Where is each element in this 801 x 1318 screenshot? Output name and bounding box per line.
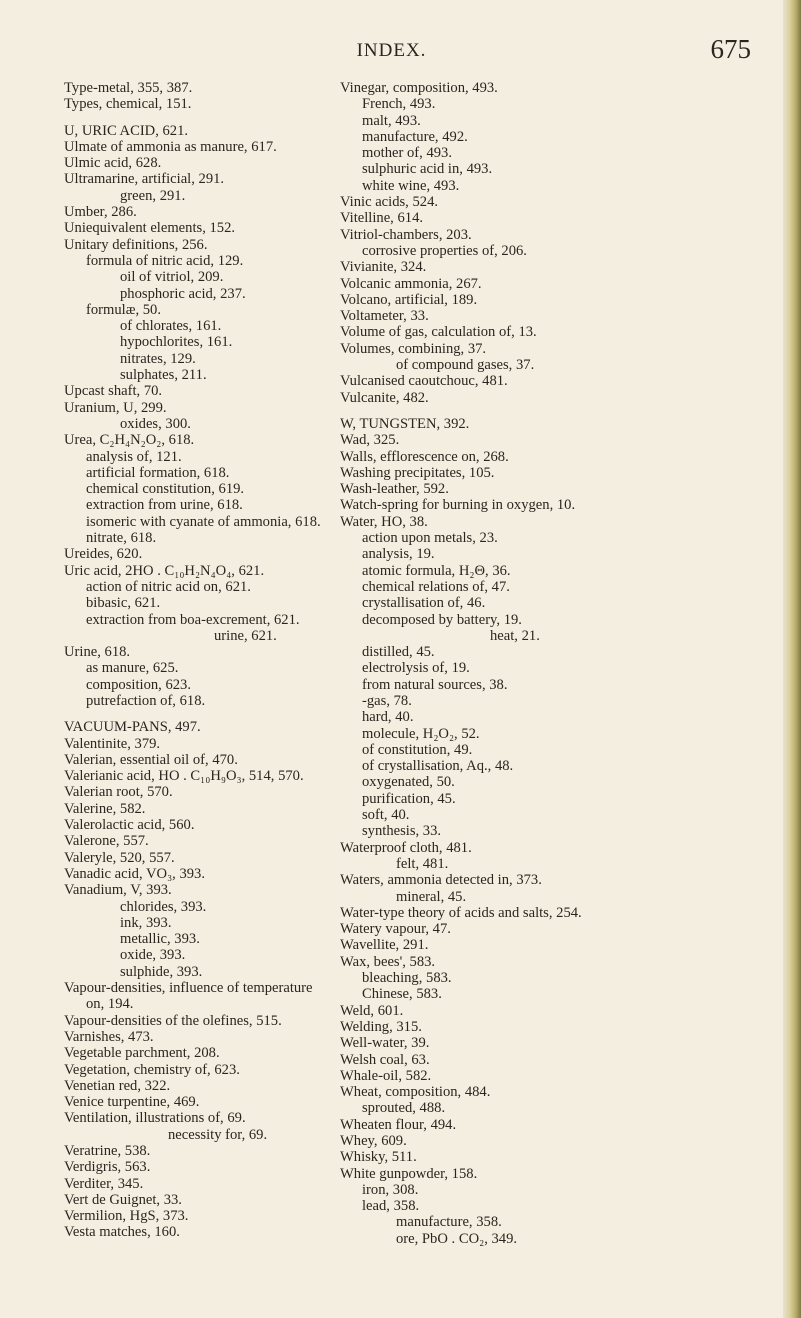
index-subentry: formula of nitric acid, 129. bbox=[86, 252, 244, 269]
index-entry: Weld, 601. bbox=[340, 1002, 404, 1019]
index-entry: Uranium, U, 299. bbox=[64, 399, 167, 416]
index-entry: Volcanic ammonia, 267. bbox=[340, 275, 482, 292]
index-entry: Valentinite, 379. bbox=[64, 735, 161, 752]
index-subentry: necessity for, 69. bbox=[168, 1126, 268, 1143]
index-subentry: composition, 623. bbox=[86, 676, 191, 693]
index-subentry: white wine, 493. bbox=[362, 177, 460, 194]
index-subentry: ink, 393. bbox=[120, 914, 172, 931]
index-subentry: green, 291. bbox=[120, 187, 186, 204]
index-subentry: isomeric with cyanate of ammonia, 618. bbox=[86, 513, 321, 530]
index-entry: Valerian, essential oil of, 470. bbox=[64, 751, 238, 768]
index-entry: Watery vapour, 47. bbox=[340, 921, 451, 938]
index-entry: Valeryle, 520, 557. bbox=[64, 849, 175, 866]
page-header bbox=[0, 34, 783, 68]
index-subentry: distilled, 45. bbox=[362, 644, 435, 661]
index-subentry: of constitution, 49. bbox=[362, 741, 473, 758]
index-subentry: heat, 21. bbox=[490, 627, 540, 644]
index-entry: Vermilion, HgS, 373. bbox=[64, 1208, 189, 1225]
index-entry: Vapour-densities of the olefines, 515. bbox=[64, 1012, 282, 1029]
section-gap bbox=[64, 709, 354, 719]
index-entry: Whey, 609. bbox=[340, 1133, 407, 1149]
index-entry: Waters, ammonia detected in, 373. bbox=[340, 872, 542, 889]
index-subentry: manufacture, 492. bbox=[362, 128, 468, 145]
index-entry: Verditer, 345. bbox=[64, 1175, 144, 1192]
index-subentry: sprouted, 488. bbox=[362, 1100, 446, 1117]
index-subentry: on, 194. bbox=[86, 996, 134, 1013]
index-entry: Vert de Guignet, 33. bbox=[64, 1191, 182, 1208]
index-entry: Voltameter, 33. bbox=[340, 308, 429, 325]
index-entry: Valerone, 557. bbox=[64, 833, 149, 850]
index-subentry: chemical constitution, 619. bbox=[86, 481, 245, 498]
index-subentry: sulphuric acid in, 493. bbox=[362, 161, 493, 178]
index-entry: Vesta matches, 160. bbox=[64, 1224, 180, 1241]
index-subentry: bleaching, 583. bbox=[362, 970, 452, 987]
index-entry: VACUUM-PANS, 497. bbox=[64, 719, 201, 736]
index-subentry: synthesis, 33. bbox=[362, 823, 442, 840]
index-subentry: mother of, 493. bbox=[362, 145, 452, 162]
page-edge bbox=[783, 0, 801, 1318]
index-subentry: felt, 481. bbox=[396, 855, 449, 872]
index-entry: Vivianite, 324. bbox=[340, 259, 427, 276]
index-entry: Valerianic acid, HO . C₁₀H₉O₃, 514, 570. bbox=[64, 768, 304, 785]
index-entry: Unitary definitions, 256. bbox=[64, 236, 208, 253]
index-subentry: from natural sources, 38. bbox=[362, 676, 508, 693]
index-entry: Vinic acids, 524. bbox=[340, 194, 439, 211]
index-entry: Urine, 618. bbox=[64, 644, 131, 661]
index-subentry: -gas, 78. bbox=[362, 692, 412, 709]
index-entry: Whisky, 511. bbox=[340, 1149, 417, 1166]
index-column-left bbox=[64, 80, 354, 1241]
index-entry: Watch-spring for burning in oxygen, 10. bbox=[340, 497, 576, 514]
index-entry: Ulmate of ammonia as manure, 617. bbox=[64, 138, 277, 155]
index-entry: Water-type theory of acids and salts, 254. bbox=[340, 904, 582, 921]
index-entry: Type-metal, 355, 387. bbox=[64, 80, 193, 96]
index-entry: Welsh coal, 63. bbox=[340, 1051, 430, 1068]
index-subentry: urine, 621. bbox=[214, 627, 277, 644]
index-subentry: sulphates, 211. bbox=[120, 367, 207, 384]
index-subentry: atomic formula, H₂Θ, 36. bbox=[362, 562, 511, 579]
index-subentry: decomposed by battery, 19. bbox=[362, 611, 522, 628]
index-entry: Washing precipitates, 105. bbox=[340, 464, 495, 481]
index-entry: Ulmic acid, 628. bbox=[64, 155, 162, 172]
index-subentry: extraction from boa-excrement, 621. bbox=[86, 611, 300, 628]
index-subentry: oxygenated, 50. bbox=[362, 774, 455, 791]
index-entry: Vulcanite, 482. bbox=[340, 389, 429, 406]
index-entry: Valerian root, 570. bbox=[64, 784, 173, 801]
index-subentry: bibasic, 621. bbox=[86, 595, 161, 612]
index-subentry: of chlorates, 161. bbox=[120, 318, 222, 335]
index-entry: Vapour-densities, influence of temperature bbox=[64, 980, 313, 997]
index-entry: Uric acid, 2HO . C₁₀H₂N₄O₄, 621. bbox=[64, 562, 265, 579]
index-entry: Vinegar, composition, 493. bbox=[340, 80, 498, 96]
index-entry: Whale-oil, 582. bbox=[340, 1067, 432, 1084]
index-entry: Vanadium, V, 393. bbox=[64, 882, 172, 899]
index-subentry: iron, 308. bbox=[362, 1181, 419, 1198]
index-subentry: chemical relations of, 47. bbox=[362, 578, 510, 595]
index-subentry: French, 493. bbox=[362, 96, 436, 113]
index-subentry: as manure, 625. bbox=[86, 660, 179, 677]
index-subentry: phosphoric acid, 237. bbox=[120, 285, 246, 302]
index-subentry: hard, 40. bbox=[362, 709, 414, 726]
index-entry: White gunpowder, 158. bbox=[340, 1165, 478, 1182]
index-subentry: formulæ, 50. bbox=[86, 301, 161, 318]
index-subentry: soft, 40. bbox=[362, 807, 410, 824]
index-subentry: sulphide, 393. bbox=[120, 963, 203, 980]
index-entry: Ureides, 620. bbox=[64, 546, 143, 563]
index-subentry: analysis, 19. bbox=[362, 546, 435, 563]
index-entry: Volcano, artificial, 189. bbox=[340, 291, 478, 308]
index-subentry: mineral, 45. bbox=[396, 888, 467, 905]
index-entry: Well-water, 39. bbox=[340, 1035, 430, 1052]
index-entry: Vanadic acid, VO₃, 393. bbox=[64, 865, 205, 882]
index-entry: Urea, C₂H₄N₂O₂, 618. bbox=[64, 432, 195, 449]
index-entry: Wax, bees', 583. bbox=[340, 953, 436, 970]
index-entry: Venice turpentine, 469. bbox=[64, 1094, 200, 1111]
index-subentry: electrolysis of, 19. bbox=[362, 660, 470, 677]
index-entry: Welding, 315. bbox=[340, 1018, 422, 1035]
index-subentry: oil of vitriol, 209. bbox=[120, 269, 224, 286]
index-entry: Ventilation, illustrations of, 69. bbox=[64, 1110, 246, 1127]
index-subentry: molecule, H₂O₂, 52. bbox=[362, 725, 480, 742]
index-entry: Vitriol-chambers, 203. bbox=[340, 226, 472, 243]
index-subentry: ore, PbO . CO₂, 349. bbox=[396, 1230, 518, 1247]
index-subentry: extraction from urine, 618. bbox=[86, 497, 243, 514]
index-subentry: nitrate, 618. bbox=[86, 530, 157, 547]
index-entry: Vulcanised caoutchouc, 481. bbox=[340, 373, 508, 390]
page-number: 675 bbox=[710, 34, 751, 64]
index-subentry: nitrates, 129. bbox=[120, 350, 196, 367]
index-entry: U, URIC ACID, 621. bbox=[64, 122, 189, 139]
index-entry: Volume of gas, calculation of, 13. bbox=[340, 324, 537, 341]
index-subentry: purification, 45. bbox=[362, 790, 456, 807]
index-subentry: putrefaction of, 618. bbox=[86, 692, 206, 709]
index-entry: Vegetation, chemistry of, 623. bbox=[64, 1061, 240, 1078]
index-subentry: corrosive properties of, 206. bbox=[362, 242, 527, 259]
index-entry: Wad, 325. bbox=[340, 432, 400, 449]
index-entry: W, TUNGSTEN, 392. bbox=[340, 415, 470, 432]
index-entry: Veratrine, 538. bbox=[64, 1143, 151, 1159]
index-subentry: action upon metals, 23. bbox=[362, 530, 498, 547]
index-subentry: malt, 493. bbox=[362, 112, 421, 129]
index-entry: Varnishes, 473. bbox=[64, 1028, 154, 1045]
index-entry: Wavellite, 291. bbox=[340, 937, 429, 954]
index-subentry: of crystallisation, Aq., 48. bbox=[362, 758, 514, 775]
section-gap bbox=[340, 406, 770, 416]
index-entry: Valerine, 582. bbox=[64, 800, 146, 817]
index-entry: Vitelline, 614. bbox=[340, 210, 424, 227]
running-title: INDEX. bbox=[356, 40, 427, 61]
index-entry: Venetian red, 322. bbox=[64, 1077, 171, 1094]
index-subentry: Chinese, 583. bbox=[362, 986, 442, 1003]
index-subentry: hypochlorites, 161. bbox=[120, 334, 233, 351]
index-subentry: manufacture, 358. bbox=[396, 1214, 502, 1231]
index-subentry: action of nitric acid on, 621. bbox=[86, 578, 251, 595]
index-subentry: oxides, 300. bbox=[120, 415, 191, 432]
index-subentry: analysis of, 121. bbox=[86, 448, 182, 465]
index-entry: Types, chemical, 151. bbox=[64, 96, 192, 113]
index-column-right bbox=[340, 80, 770, 1247]
index-entry: Uniequivalent elements, 152. bbox=[64, 220, 236, 237]
index-entry: Vegetable parchment, 208. bbox=[64, 1045, 220, 1062]
index-entry: Valerolactic acid, 560. bbox=[64, 817, 195, 834]
index-entry: Wheaten flour, 494. bbox=[340, 1116, 457, 1133]
index-subentry: metallic, 393. bbox=[120, 931, 200, 948]
index-entry: Volumes, combining, 37. bbox=[340, 340, 487, 357]
index-entry: Verdigris, 563. bbox=[64, 1159, 151, 1176]
index-subentry: lead, 358. bbox=[362, 1198, 420, 1215]
index-entry: Umber, 286. bbox=[64, 204, 137, 221]
index-subentry: crystallisation of, 46. bbox=[362, 595, 486, 612]
index-subentry: of compound gases, 37. bbox=[396, 357, 535, 374]
index-entry: Waterproof cloth, 481. bbox=[340, 839, 472, 856]
index-entry: Walls, efflorescence on, 268. bbox=[340, 448, 509, 465]
index-subentry: artificial formation, 618. bbox=[86, 464, 230, 481]
index-entry: Water, HO, 38. bbox=[340, 513, 428, 530]
index-subentry: chlorides, 393. bbox=[120, 898, 207, 915]
index-entry: Ultramarine, artificial, 291. bbox=[64, 171, 225, 188]
index-entry: Upcast shaft, 70. bbox=[64, 383, 163, 400]
index-entry: Wash-leather, 592. bbox=[340, 481, 449, 498]
section-gap bbox=[64, 113, 354, 123]
index-subentry: oxide, 393. bbox=[120, 947, 186, 964]
index-entry: Wheat, composition, 484. bbox=[340, 1084, 491, 1101]
